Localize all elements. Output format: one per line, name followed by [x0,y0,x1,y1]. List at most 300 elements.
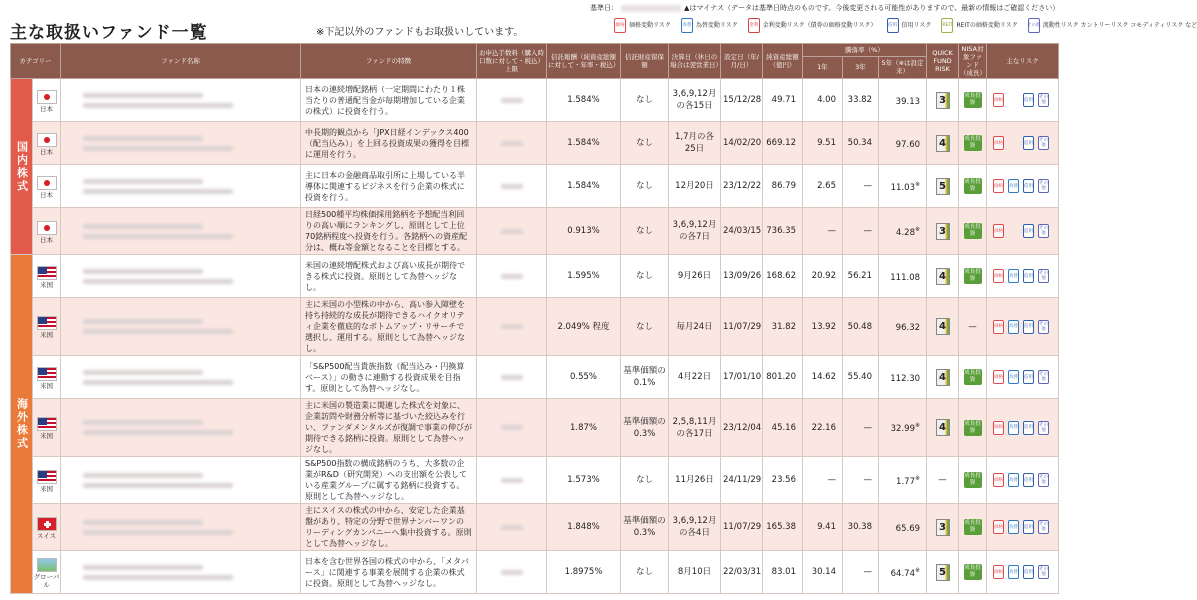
settlement-date: 8月10日 [669,551,721,594]
legend-item [748,18,877,33]
col-return-5y: 5年（※は設定来） [879,56,927,78]
risk-badge-icon: 信用 [1023,565,1034,579]
risk-badge-icon: 為替 [1008,565,1019,579]
return-1y: 13.92 [803,298,843,356]
risk-icons-cell [987,457,1059,504]
fee-cell [477,298,547,356]
risk-badge-icon: その他 [1039,567,1049,577]
risk-badge-icon: 価格 [993,473,1004,487]
return-5y-cell [879,298,927,356]
net-assets: 86.79 [763,165,803,208]
nisa-cell [959,79,987,122]
return-5y: 32.99 [890,423,915,434]
col-nisa: NISA対象ファンド（成長） [960,45,987,77]
return-1y: 2.65 [803,165,843,208]
quick-fund-risk-icon: 4 [936,268,950,285]
redemption-fee: 基準価額の0.3% [621,399,669,457]
fund-row[interactable] [11,399,1059,457]
legend-item [941,18,1017,33]
return-5y: 96.32 [895,322,921,333]
fee-cell [477,79,547,122]
col-quick-fund-risk: QUICK FUND RISK [927,44,959,79]
fee-cell [477,356,547,399]
fund-name-cell[interactable] [61,504,301,551]
fund-row[interactable] [11,504,1059,551]
country-label: 米国 [40,381,53,390]
risk-badge-icon: 為替 [1008,421,1019,435]
quick-fund-risk-icon: 4 [936,419,950,436]
return-5y-cell [879,255,927,298]
quick-fund-risk-icon: 5 [936,564,950,581]
fund-row[interactable] [11,122,1059,165]
since-inception-mark: ※ [914,180,921,188]
trust-fee: 2.049% 程度 [547,298,621,356]
risk-badge-icon: その他 [1039,522,1049,532]
country-label: 米国 [40,484,53,493]
quick-fund-risk-icon: 3 [936,92,950,109]
base-date-value [621,5,681,12]
settlement-date: 3,6,9,12月の各4日 [669,504,721,551]
fund-row[interactable] [11,79,1059,122]
settlement-date: 11月26日 [669,457,721,504]
fund-name-cell[interactable] [61,79,301,122]
settlement-date: 2,5,8,11月の各17日 [669,399,721,457]
return-3y: 50.34 [843,122,879,165]
since-inception-mark: ※ [914,422,921,430]
country-cell [33,79,61,122]
risk-badge-icon: 信用 [887,18,899,33]
fund-row[interactable] [11,255,1059,298]
nisa-cell [959,504,987,551]
quick-fund-risk-cell [927,356,959,399]
trust-fee: 0.913% [547,208,621,255]
return-3y: 33.82 [843,79,879,122]
legend-label: 価格変動リスク [629,22,671,29]
fund-row[interactable] [11,208,1059,255]
inception-date: 23/12/04 [721,399,763,457]
fund-feature: 日本を含む世界各国の株式の中から、「メタバース」に関連する事業を展開する企業の株式に投資。原則として為替ヘッジなし。 [301,551,477,594]
redemption-fee: なし [621,457,669,504]
risk-badge-icon: その他 [1039,372,1049,382]
country-cell [33,208,61,255]
trust-fee: 1.573% [547,457,621,504]
col-return-group: 騰落率（%） [803,44,927,57]
risk-badge-icon: 為替 [1008,179,1019,193]
col-fee: お申込手数料（購入時口数に対して・税込）上限 [477,44,547,79]
risk-icons-cell [987,208,1059,255]
redemption-fee: なし [621,122,669,165]
fund-name-cell[interactable] [61,255,301,298]
flag-icon [37,221,57,235]
quick-fund-risk: — [927,457,959,504]
risk-badge-icon: 為替 [1008,269,1019,283]
quick-fund-risk-cell [927,208,959,255]
fund-name-cell[interactable] [61,551,301,594]
country-label: 米国 [40,331,53,339]
legend-item [1028,18,1197,33]
fee-cell [477,399,547,457]
country-label: スイス [36,531,57,540]
risk-badge-icon: 信用 [1023,93,1034,107]
return-5y: 4.28 [896,227,915,238]
return-1y: 9.41 [803,504,843,551]
nisa-cell [959,457,987,504]
col-risks: 主なリスク [987,44,1059,79]
fund-row[interactable] [11,165,1059,208]
quick-fund-risk-cell [927,122,959,165]
return-5y: 111.08 [890,272,921,283]
return-5y-cell [879,79,927,122]
risk-badge-icon: その他 [1039,475,1049,485]
settlement-date: 1,7月の各25日 [669,122,721,165]
return-1y: 9.51 [803,122,843,165]
inception-date: 23/12/22 [721,165,763,208]
net-assets: 168.62 [763,255,803,298]
trust-fee: 0.55% [547,356,621,399]
quick-fund-risk-cell [927,551,959,594]
nisa-growth-badge-icon: 成長投資 [964,179,981,192]
legend-label: 流動性リスク カントリーリスク コモディティリスク など [1042,22,1197,29]
nisa-growth-badge-icon: 成長投資 [964,224,981,237]
redemption-fee: なし [621,208,669,255]
fund-name-cell[interactable] [61,356,301,399]
return-3y: — [843,399,879,457]
risk-badge-icon: その他 [1039,271,1049,281]
risk-icons-cell [987,255,1059,298]
net-assets: 45.16 [763,399,803,457]
return-5y-cell [879,165,927,208]
category-foreign-stocks: 海外株式 [11,255,33,594]
fund-feature: 主に米国の小型株の中から、高い参入障壁を持ち持続的な成長が期待できるハイクオリティ企業を徹底的なボトムアップ・リサーチで選択し、運用する。原則として為替ヘッジなし。 [301,298,477,356]
risk-icons-cell [987,399,1059,457]
risk-badge-icon: 信用 [1023,520,1034,534]
base-date-line [590,3,1059,13]
legend-item [614,18,671,33]
since-inception-mark: ※ [914,225,921,233]
since-inception-mark: ※ [914,474,921,482]
fund-feature: S&P500指数の構成銘柄のうち、大多数の企業がR&D（研究開発）への支出額を公表している産業グループに属する銘柄に投資する。原則として為替ヘッジなし。 [301,457,477,504]
legend-label: 為替変動リスク [695,22,738,29]
risk-icons-cell [987,504,1059,551]
risk-icons-cell [987,79,1059,122]
nisa-growth-badge-icon: 成長投資 [964,473,981,486]
fund-row[interactable] [11,298,1059,356]
col-settlement: 決算日（休日の場合は翌営業日） [669,44,721,79]
inception-date: 24/11/29 [721,457,763,504]
risk-icons-cell [987,356,1059,399]
fund-name-cell[interactable] [61,208,301,255]
fund-row[interactable] [11,551,1059,594]
nisa-growth-badge-icon: 成長投資 [964,93,981,106]
return-3y: 30.38 [843,504,879,551]
net-assets: 23.56 [763,457,803,504]
risk-badge-icon: 為替 [1008,320,1019,334]
inception-date: 17/01/10 [721,356,763,399]
fee-cell [477,165,547,208]
redemption-fee: なし [621,79,669,122]
fee-cell [477,551,547,594]
flag-icon [37,133,57,147]
return-3y: 50.48 [843,298,879,356]
inception-date: 22/03/31 [721,551,763,594]
risk-badge-icon: 金利 [748,18,760,33]
risk-badge-icon: 価格 [993,320,1004,334]
fund-table [10,43,1059,594]
redemption-fee: 基準価額の0.3% [621,504,669,551]
legend-label: 信用リスク [901,22,932,29]
country-label: グローバル [33,572,60,589]
base-date-label: 基準日： [590,4,618,12]
fund-name-cell[interactable] [61,457,301,504]
risk-badge-icon: その他 [1039,181,1049,191]
redemption-fee: なし [621,298,669,356]
quick-fund-risk-cell [927,165,959,208]
net-assets: 49.71 [763,79,803,122]
risk-badge-icon: 価格 [614,18,626,33]
fund-feature: 主に日本の金融商品取引所に上場している半導体に関連するビジネスを行う企業の株式に投資を行う。 [301,165,477,208]
return-5y-cell [879,551,927,594]
return-3y: — [843,551,879,594]
fee-cell [477,255,547,298]
title-note: ※下記以外のファンドもお取扱いしています。 [316,27,524,38]
risk-icons-cell [987,165,1059,208]
risk-badge-icon: 信用 [1023,421,1034,435]
nisa-cell: — [959,298,987,356]
return-5y-cell [879,504,927,551]
nisa-growth-badge-icon: 成長投資 [964,420,981,434]
inception-date: 24/03/15 [721,208,763,255]
redemption-fee: なし [621,551,669,594]
return-5y-cell [879,399,927,457]
net-assets: 669.12 [763,122,803,165]
country-label: 日本 [40,235,53,244]
flag-icon [37,316,57,330]
return-5y-cell [879,356,927,399]
quick-fund-risk-icon: 5 [936,178,950,195]
fund-feature: 中長期的観点から「JPX日経インデックス400（配当込み）」を上回る投資成果の獲得を目標に運用を行う。 [301,122,477,165]
base-date-note: ▲はマイナス（データは基準日時点のものです。今後変更される可能性がありますので、最新の情報はご確認ください） [684,4,1060,12]
risk-icons-cell [987,551,1059,594]
risk-badge-icon: その他 [1039,226,1049,236]
legend-item [887,18,932,33]
return-5y: 64.74 [890,568,915,579]
return-3y: — [843,457,879,504]
trust-fee: 1.584% [547,165,621,208]
trust-fee: 1.584% [547,79,621,122]
inception-date: 11/07/29 [721,504,763,551]
trust-fee: 1.595% [547,255,621,298]
settlement-date: 毎月24日 [669,298,721,356]
risk-badge-icon: 価格 [993,520,1004,534]
return-5y: 112.30 [890,373,921,384]
risk-badge-icon: 価格 [993,565,1004,579]
return-1y: — [803,208,843,255]
risk-badge-icon: 価格 [993,179,1004,193]
redemption-fee: なし [621,165,669,208]
col-category: カテゴリー [11,44,61,79]
risk-badge-icon: REIT [941,18,953,33]
risk-badge-icon: 信用 [1023,136,1034,150]
risk-badge-icon: 価格 [993,370,1004,384]
risk-badge-icon: 信用 [1023,370,1034,384]
category-domestic-stocks: 国内株式 [11,79,33,255]
country-cell [33,399,61,457]
quick-fund-risk-icon: 3 [936,519,950,536]
flag-icon [37,176,57,190]
return-5y: 65.69 [895,523,921,534]
risk-badge-icon: 信用 [1023,269,1034,283]
fund-feature: 「S&P500配当貴族指数（配当込み・円換算ベース）」の動きに連動する投資成果を目指す。原則として為替ヘッジなし。 [301,356,477,399]
nisa-cell [959,356,987,399]
nisa-cell [959,399,987,457]
country-cell [33,255,61,298]
risk-badge-icon: 為替 [1008,520,1019,534]
trust-fee: 1.584% [547,122,621,165]
return-1y: 14.62 [803,356,843,399]
quick-fund-risk-icon: 4 [936,369,950,386]
risk-badge-icon: 為替 [1008,370,1019,384]
trust-fee: 1.8975% [547,551,621,594]
country-cell [33,298,61,356]
return-3y: — [843,165,879,208]
since-inception-mark: ※ [914,566,921,574]
redemption-fee: なし [621,255,669,298]
return-1y: 30.14 [803,551,843,594]
fund-feature: 主にスイスの株式の中から、安定した企業基盤があり、特定の分野で世界ナンバーワンのリーディングカンパニーへ集中投資する。原則として為替ヘッジなし。 [301,504,477,551]
net-assets: 31.82 [763,298,803,356]
risk-badge-icon: 為替 [1008,473,1019,487]
country-label: 日本 [40,147,53,156]
flag-icon [37,558,57,572]
net-assets: 83.01 [763,551,803,594]
redemption-fee: 基準価額の0.1% [621,356,669,399]
risk-badge-icon: その他 [1039,422,1049,433]
settlement-date: 3,6,9,12月の各7日 [669,208,721,255]
risk-badge-icon: 信用 [1023,320,1034,334]
net-assets: 801.20 [763,356,803,399]
fund-name-cell[interactable] [61,165,301,208]
country-cell [33,457,61,504]
legend-label: REITの価格変動リスク [956,22,1018,29]
quick-fund-risk-icon: 4 [936,135,950,152]
legend-label: 金利変動リスク（債券の価格変動リスク） [762,22,877,29]
fund-feature: 日経500種平均株価採用銘柄を予想配当利回りの高い順にランキングし、原則として上位70銘柄程度へ投資を行う。各銘柄への資産配分は、概ね等金額となることを目標とする。 [301,208,477,255]
nisa-cell [959,122,987,165]
country-label: 米国 [40,280,53,289]
risk-badge-icon: 信用 [1023,179,1034,193]
col-feature: ファンドの特徴 [301,44,477,79]
inception-date: 14/02/20 [721,122,763,165]
col-aum: 純資産総額（億円） [763,44,803,79]
country-cell [33,504,61,551]
col-return-3y: 3年 [843,56,879,78]
quick-fund-risk-icon: 3 [936,223,950,240]
net-assets: 736.35 [763,208,803,255]
quick-fund-risk-cell [927,298,959,356]
settlement-date: 3,6,9,12月の各15日 [669,79,721,122]
quick-fund-risk-cell [927,255,959,298]
country-label: 日本 [40,190,53,199]
return-5y-cell [879,457,927,504]
nisa-growth-badge-icon: 成長投資 [964,565,981,578]
return-1y: 22.16 [803,399,843,457]
net-assets: 165.38 [763,504,803,551]
fund-row[interactable] [11,457,1059,504]
return-3y: 56.21 [843,255,879,298]
inception-date: 15/12/28 [721,79,763,122]
nisa-cell [959,255,987,298]
nisa-growth-badge-icon: 成長投資 [964,136,981,149]
country-cell [33,551,61,594]
flag-icon [37,517,57,531]
settlement-date: 12月20日 [669,165,721,208]
return-5y: 39.13 [895,96,921,107]
legend-item [681,18,738,33]
return-5y: 11.03 [890,182,915,193]
quick-fund-risk-cell [927,79,959,122]
quick-fund-risk-cell [927,399,959,457]
quick-fund-risk-cell [927,504,959,551]
risk-badge-icon: その他 [1039,138,1049,148]
col-trust-fee: 信託報酬（純資産総額に対して・年率・税込） [547,44,621,79]
nisa-growth-badge-icon: 成長投資 [964,520,981,533]
risk-badge-icon: 価格 [993,421,1004,435]
return-3y: 55.40 [843,356,879,399]
fund-feature: 米国の連続増配株式および高い成長が期待できる株式に投資。原則として為替ヘッジなし。 [301,255,477,298]
risk-badge-icon: 価格 [993,224,1004,238]
risk-badge-icon: その他 [1028,18,1040,33]
settlement-date: 4月22日 [669,356,721,399]
risk-icons-cell [987,298,1059,356]
country-cell [33,356,61,399]
fund-name-cell[interactable] [61,298,301,356]
col-fund-name: ファンド名称 [61,44,301,79]
risk-badge-icon: 価格 [993,136,1004,150]
nisa-cell [959,208,987,255]
fund-name-cell[interactable] [61,122,301,165]
return-1y: 4.00 [803,79,843,122]
flag-icon [37,90,57,104]
page-title: 主な取扱いファンド一覧 [10,23,208,43]
risk-badge-icon: 信用 [1023,224,1034,238]
flag-icon [37,470,57,484]
return-5y-cell [879,122,927,165]
nisa-growth-badge-icon: 成長投資 [964,269,981,282]
fund-name-cell[interactable] [61,399,301,457]
col-inception: 設定日（年/月/日） [721,44,763,79]
return-1y: — [803,457,843,504]
flag-icon [37,417,57,431]
col-redemption: 信託財産留保額 [621,44,669,79]
country-label: 米国 [40,432,53,440]
country-label: 日本 [40,104,53,113]
trust-fee: 1.848% [547,504,621,551]
inception-date: 13/09/26 [721,255,763,298]
return-3y: — [843,208,879,255]
fund-row[interactable] [11,356,1059,399]
return-5y: 1.77 [896,476,915,487]
fund-feature: 主に米国の製造業に関連した株式を対象に、企業訪問や財務分析等に基づいた絞込みを行い、ファンダメンタルズが復調で事業の伸びが期待できる銘柄に投資。原則として為替ヘッジなし。 [301,399,477,457]
risk-badge-icon: 価格 [993,93,1004,107]
fee-cell [477,457,547,504]
flag-icon [37,367,57,381]
return-1y: 20.92 [803,255,843,298]
risk-badge-icon: その他 [1039,321,1049,332]
fee-cell [477,208,547,255]
col-return-1y: 1年 [803,56,843,78]
country-cell [33,122,61,165]
fee-cell [477,504,547,551]
